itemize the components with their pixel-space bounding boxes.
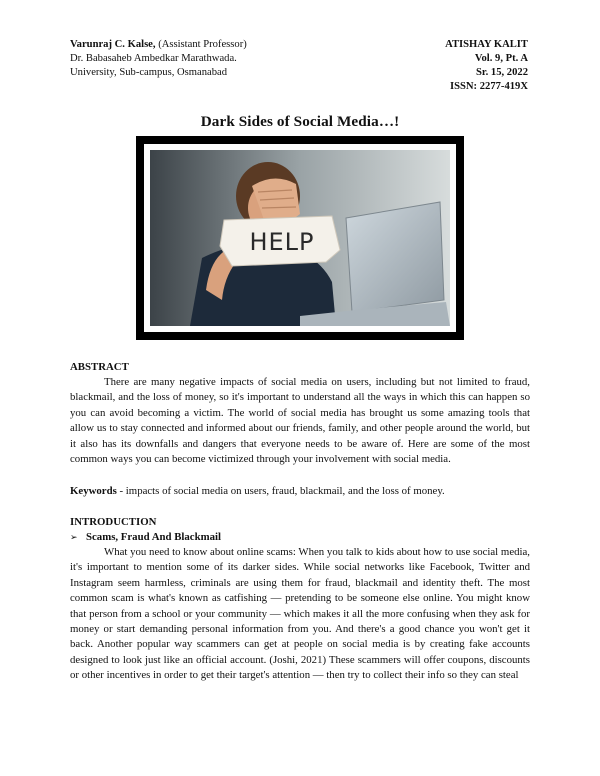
arrow-bullet-icon: ➢	[70, 533, 78, 543]
article-title: Dark Sides of Social Media…!	[200, 113, 400, 130]
keywords-label: Keywords	[70, 485, 117, 497]
affiliation-line-2: University, Sub-campus, Osmanabad	[70, 67, 228, 78]
affiliation-line-1: Dr. Babasaheb Ambedkar Marathwada.	[70, 53, 237, 64]
abstract-heading: ABSTRACT	[70, 361, 129, 373]
introduction-heading: INTRODUCTION	[70, 516, 157, 528]
author-name: Varunraj C. Kalse,	[70, 39, 156, 50]
help-sign-text: HELP	[249, 228, 315, 256]
section-subheading	[70, 530, 530, 546]
keywords-line	[70, 484, 530, 499]
figure-frame	[136, 136, 464, 340]
introduction-text: What you need to know about online scams: When you talk to kids about how to use social media, it's important to mention some of its darker sides. While social networks like Facebook, Twitter and Instagram seem harmless, criminals are using them for fraud, blackmail and identity theft. The most common scam is what's known as catfishing — pretending to be someone else online. You might know that person from a school or your community — which makes it all the more confusing when they ask for money or start demanding personal information from you. And there's a good chance you won't get it back. Another popular way scammers can get at people on social media is by creating fake accounts designed to look just like an official account. (Joshi, 2021) These scammers will offer coupons, discounts or other incentives in order to get their target's attention — then try to collect their info so they can steal	[70, 546, 530, 682]
journal-name: ATISHAY KALIT	[445, 39, 528, 50]
keywords-text: - impacts of social media on users, fraud, blackmail, and the loss of money.	[116, 485, 445, 497]
author-block	[70, 38, 247, 80]
subheading-text: Scams, Fraud And Blackmail	[86, 531, 221, 543]
journal-info-block	[445, 38, 528, 94]
abstract-text: There are many negative impacts of social media on users, including but not limited to fraud, blackmail, and the loss of money, so it's important to understand all the ways in which this can happen so you can avoid becoming a victim. The world of social media has brought us some amazing tools that allow us to stay connected and informed about our friends, family, and other people around the world, but it also has its downfalls and dangers that everyone needs to be aware of. Here are some of the most common ways you can become victimized through your involvement with social media.	[70, 376, 530, 466]
help-child-photo	[150, 150, 450, 326]
author-role: (Assistant Professor)	[155, 39, 247, 50]
journal-series: Sr. 15, 2022	[476, 67, 528, 78]
journal-volume: Vol. 9, Pt. A	[474, 53, 528, 64]
figure-mat	[144, 144, 456, 332]
journal-issn: ISSN: 2277-419X	[450, 81, 528, 92]
